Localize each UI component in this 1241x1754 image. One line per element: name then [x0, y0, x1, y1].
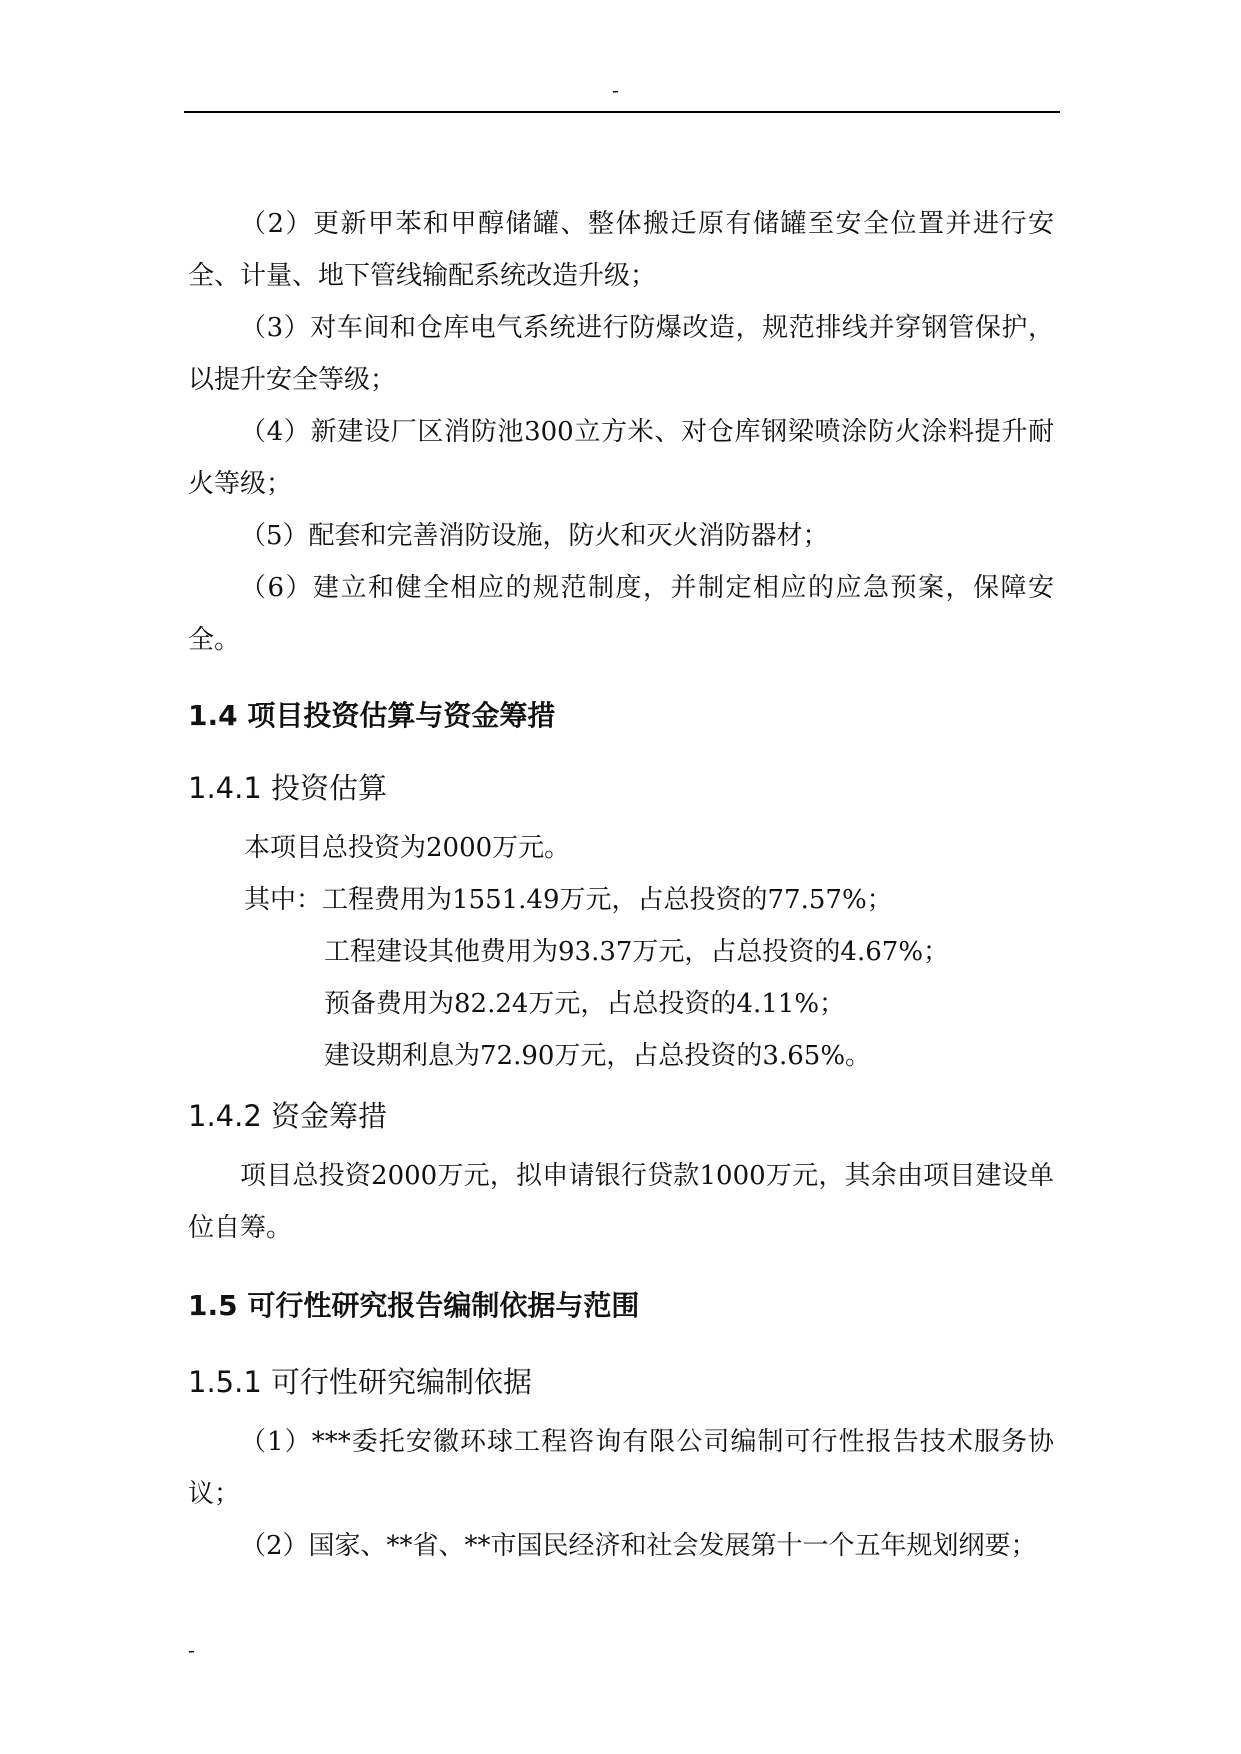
body-item-6: （6）建立和健全相应的规范制度，并制定相应的应急预案，保障安全。: [188, 573, 1054, 655]
investment-line-4: 建设期利息为72.90万元，占总投资的3.65%。: [324, 1041, 872, 1071]
body-item-4: （4）新建设厂区消防池300立方米、对仓库钢梁喷涂防火涂料提升耐火等级；: [188, 417, 1054, 499]
section-heading-1-5: 1.5 可行性研究报告编制依据与范围: [188, 1289, 640, 1322]
section-heading-1-4: 1.4 项目投资估算与资金筹措: [188, 699, 556, 732]
investment-total: 本项目总投资为2000万元。: [244, 833, 571, 863]
header-rule: [184, 111, 1060, 113]
subsection-heading-1-4-1: 1.4.1 投资估算: [188, 771, 388, 805]
funding-text: 项目总投资2000万元，拟申请银行贷款1000万元，其余由项目建设单位自筹。: [188, 1161, 1054, 1243]
subsection-heading-1-4-2: 1.4.2 资金筹措: [188, 1099, 388, 1133]
basis-item-2: （2）国家、**省、**市国民经济和社会发展第十一个五年规划纲要；: [240, 1531, 1037, 1561]
subsection-heading-1-5-1: 1.5.1 可行性研究编制依据: [188, 1365, 533, 1399]
body-item-3: （3）对车间和仓库电气系统进行防爆改造，规范排线并穿钢管保护，以提升安全等级；: [188, 313, 1054, 395]
page-content: [188, 198, 1054, 1572]
footer-mark: -: [188, 1638, 195, 1662]
investment-line-1: 其中：工程费用为1551.49万元，占总投资的77.57%；: [244, 885, 893, 915]
investment-line-3: 预备费用为82.24万元，占总投资的4.11%；: [324, 989, 846, 1019]
investment-line-2: 工程建设其他费用为93.37万元，占总投资的4.67%；: [324, 937, 950, 967]
body-item-5: （5）配套和完善消防设施，防火和灭火消防器材；: [240, 521, 829, 551]
body-item-2: （2）更新甲苯和甲醇储罐、整体搬迁原有储罐至安全位置并进行安全、计量、地下管线输配系统改造升级；: [188, 209, 1054, 291]
header-mark: -: [612, 78, 619, 102]
basis-item-1: （1）***委托安徽环球工程咨询有限公司编制可行性报告技术服务协议；: [188, 1427, 1054, 1509]
